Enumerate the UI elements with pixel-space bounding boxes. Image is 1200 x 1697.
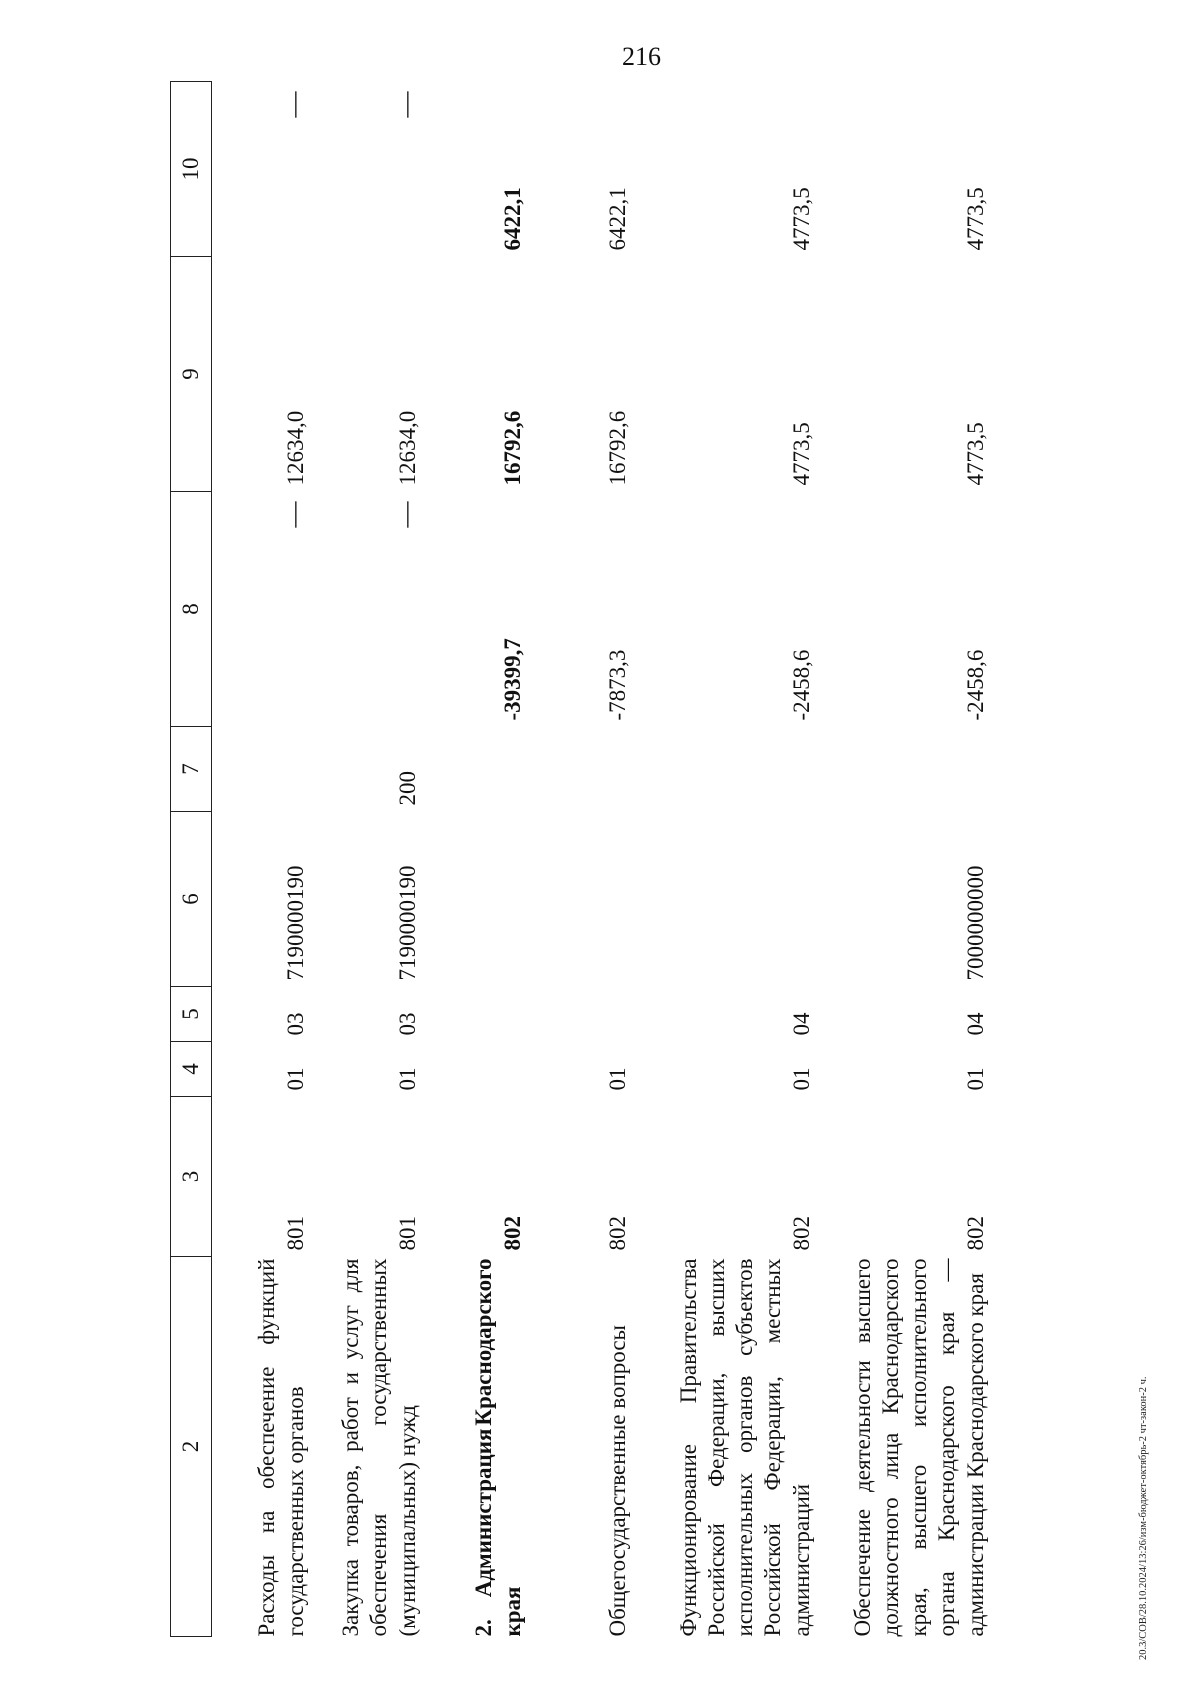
row-c8: — <box>391 501 421 528</box>
row-c7: 200 <box>394 771 420 806</box>
page-number: 216 <box>622 42 661 71</box>
row-c7 <box>426 727 531 812</box>
table-header-row <box>171 82 212 1637</box>
header-cell-4: 4 <box>171 1042 212 1097</box>
rotated-table-area <box>170 82 1050 1637</box>
row-c5 <box>531 987 636 1042</box>
table-row <box>820 82 994 1637</box>
header-cell-7: 7 <box>171 727 212 812</box>
section-title-line <box>470 1259 498 1637</box>
row-c3: 802 <box>962 1216 988 1251</box>
header-cell-9: 9 <box>171 257 212 492</box>
row-c7 <box>531 727 636 812</box>
row-c10: 6422,1 <box>604 187 630 251</box>
section-title-start <box>470 1429 498 1637</box>
section-title-b: Краснодарского <box>471 1258 497 1426</box>
row-c4: 01 <box>282 1067 308 1091</box>
row-c8: -7873,3 <box>604 649 630 721</box>
section-title-a: Администрация <box>471 1428 497 1598</box>
row-name: Функционирование Правительства Российской Федерации, высших исполнительных органов субъектов Российской Федерации, местных администраций <box>675 1258 814 1637</box>
row-c6 <box>531 812 636 987</box>
header-cell-10: 10 <box>171 82 212 257</box>
row-c3: 802 <box>788 1216 814 1251</box>
row-c3: 802 <box>499 1216 525 1251</box>
row-c7 <box>636 727 820 812</box>
row-c6: 7190000190 <box>394 865 420 981</box>
section-number: 2. <box>471 1619 497 1637</box>
row-c5: 04 <box>788 1012 814 1036</box>
row-c3: 801 <box>394 1216 420 1251</box>
row-c4: 01 <box>394 1067 420 1091</box>
row-c6 <box>636 812 820 987</box>
row-c9: 12634,0 <box>394 410 420 486</box>
row-name: Обеспечение деятельности высшего должностного лица Краснодарского края, высшего исполнительного органа Краснодарского края — администрации Краснодарского края <box>849 1258 988 1637</box>
row-c9: 4773,5 <box>788 422 814 486</box>
row-c8: — <box>279 501 309 528</box>
row-c9: 4773,5 <box>962 422 988 486</box>
row-c9: 12634,0 <box>282 410 308 486</box>
header-cell-2: 2 <box>171 1257 212 1637</box>
header-cell-3: 3 <box>171 1097 212 1257</box>
row-c10: 4773,5 <box>788 187 814 251</box>
budget-table <box>170 81 994 1637</box>
row-c7 <box>820 727 994 812</box>
row-c4: 01 <box>962 1067 988 1091</box>
row-c5: 04 <box>962 1012 988 1036</box>
row-c3: 802 <box>604 1216 630 1251</box>
row-c8: -39399,7 <box>499 638 525 721</box>
table-row <box>531 82 636 1637</box>
row-c6 <box>426 812 531 987</box>
row-c5: 03 <box>282 1012 308 1036</box>
row-name: Расходы на обеспечение функций государственных органов <box>254 1258 308 1637</box>
row-c10: 6422,1 <box>499 187 525 251</box>
row-c10: 4773,5 <box>962 187 988 251</box>
row-c6: 7190000190 <box>282 865 308 981</box>
header-cell-6: 6 <box>171 812 212 987</box>
row-name: Закупка товаров, работ и услуг для обеспечения государственных (муниципальных) нужд <box>338 1258 420 1637</box>
table-row <box>314 82 426 1637</box>
table-row <box>426 82 531 1637</box>
row-c4: 01 <box>788 1067 814 1091</box>
row-c5: 03 <box>394 1012 420 1036</box>
header-cell-8: 8 <box>171 492 212 727</box>
row-c9: 16792,6 <box>604 410 630 486</box>
row-c9: 16792,6 <box>499 410 525 486</box>
section-title-c: края <box>499 1586 525 1637</box>
row-name-section <box>426 1257 531 1637</box>
row-c5 <box>426 987 531 1042</box>
row-c3: 801 <box>282 1216 308 1251</box>
table-row <box>212 82 315 1637</box>
row-c8: -2458,6 <box>788 649 814 721</box>
row-c6: 7000000000 <box>962 865 988 981</box>
header-cell-5: 5 <box>171 987 212 1042</box>
document-footer-code: 20.3/СОВ/28.10.2024/13:26/изм-бюджет-октябрь-2 чт-закон-2 ч. <box>1138 1376 1149 1660</box>
row-c4: 01 <box>604 1067 630 1091</box>
row-c8: -2458,6 <box>962 649 988 721</box>
row-c10: — <box>391 91 421 118</box>
row-c4 <box>426 1042 531 1097</box>
row-c10: — <box>279 91 309 118</box>
table-row <box>636 82 820 1637</box>
row-c7 <box>212 727 315 812</box>
row-name: Общегосударственные вопросы <box>604 1325 630 1637</box>
